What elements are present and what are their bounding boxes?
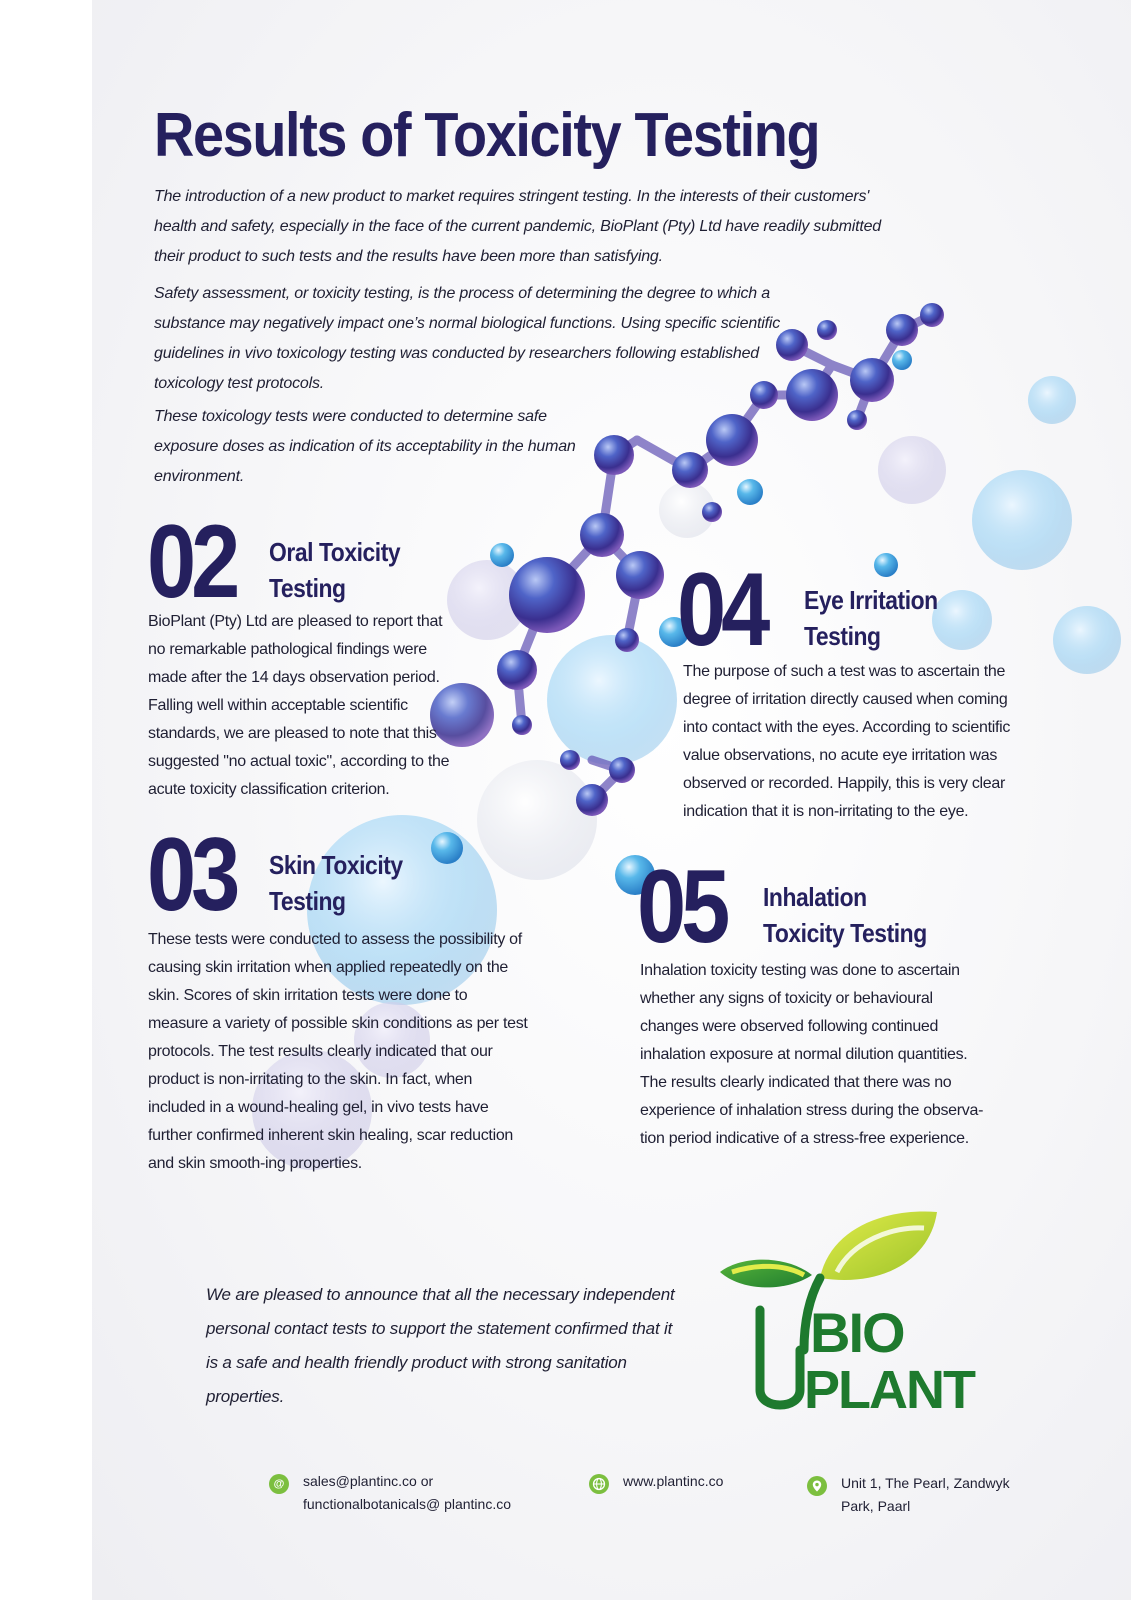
logo-text-plant: PLANT (804, 1360, 974, 1420)
molecule-atom (490, 543, 514, 567)
section-heading-line: Testing (269, 573, 346, 603)
section-heading-line: Testing (269, 886, 346, 916)
molecule-haze (878, 436, 946, 504)
molecule-atom (702, 502, 722, 522)
globe-icon (589, 1474, 609, 1494)
section-number: 03 (147, 817, 236, 933)
molecule-atom (672, 452, 708, 488)
contact-website (589, 1470, 723, 1494)
section-heading-line: Toxicity Testing (763, 918, 927, 948)
molecule-atom (616, 551, 664, 599)
molecule-atom (580, 513, 624, 557)
contact-address (807, 1472, 1010, 1518)
molecule-atom (594, 435, 634, 475)
email-address[interactable]: sales@plantinc.co or (303, 1473, 434, 1489)
molecule-atom (615, 628, 639, 652)
molecule-haze (1053, 606, 1121, 674)
section-body: The purpose of such a test was to ascertain the degree of irritation directly caused when coming into contact with the eyes. According to scientific value observations, no acute eye irritation was observed or recorded. Happily, this is very clear indication that it is non-irritating to the eye. (683, 663, 1011, 820)
location-pin-icon (807, 1476, 827, 1496)
section-number: 05 (637, 849, 726, 965)
intro-paragraph: The introduction of a new product to market requires stringent testing. In the interests of their customers' health and safety, especially in the face of the current pandemic, BioPlant (Pty) Ltd have readily submitted their product to such tests and the results have been more than satisfying. (154, 188, 881, 265)
contact-email (269, 1470, 511, 1516)
molecule-haze (1028, 376, 1076, 424)
molecule-atom (609, 757, 635, 783)
molecule-atom (817, 320, 837, 340)
email-address[interactable]: functionalbotanicals@ plantinc.co (303, 1496, 512, 1512)
section-heading-line: Oral Toxicity (269, 537, 401, 567)
molecule-haze (972, 470, 1072, 570)
molecule-haze (547, 635, 677, 765)
molecule-atom (509, 557, 585, 633)
section-heading-line: Skin Toxicity (269, 850, 403, 880)
molecule-atom (706, 414, 758, 466)
molecule-atom (737, 479, 763, 505)
molecule-atom (512, 715, 532, 735)
logo-stem-icon (760, 1310, 800, 1405)
section-heading-line: Inhalation (763, 882, 867, 912)
page-title: Results of Toxicity Testing (154, 101, 820, 170)
section-heading-line: Testing (804, 621, 881, 651)
address-line: Unit 1, The Pearl, Zandwyk (841, 1475, 1010, 1491)
molecule-atom (560, 750, 580, 770)
section-heading (269, 534, 400, 606)
closing-statement: We are pleased to announce that all the necessary independent personal contact tests to support the statement confirmed that it is a safe and health friendly product with strong sanitation properties. (206, 1285, 675, 1406)
email-icon: @ (269, 1474, 289, 1494)
section-body: These tests were conducted to assess the possibility of causing skin irritation when applied repeatedly on the skin. Scores of skin irritation tests were done to measure a variety of possible skin conditions as per test protocols. The test results clearly indicated that our product is non-irritating to the skin. In fact, when included in a wound-healing gel, in vivo tests have further confirmed inherent skin healing, scar reduction and skin smooth-ing properties. (148, 931, 528, 1172)
molecule-atom (431, 832, 463, 864)
molecule-atom (847, 410, 867, 430)
section-body: Inhalation toxicity testing was done to ascertain whether any signs of toxicity or behavioural changes were observed following continued inhalation exposure at normal dilution quantities. The results clearly indicated that there was no experience of inhalation stress during the observa-tion period indicative of a stress-free experience. (640, 962, 984, 1147)
molecule-atom (886, 314, 918, 346)
logo-text-bio: BIO (810, 1301, 904, 1364)
website-link[interactable]: www.plantinc.co (623, 1473, 724, 1489)
molecule-atom (497, 650, 537, 690)
section-heading-line: Eye Irritation (804, 585, 938, 615)
molecule-atom (576, 784, 608, 816)
molecule-haze (477, 760, 597, 880)
document-page (92, 0, 1131, 1600)
intro-paragraph: Safety assessment, or toxicity testing, is the process of determining the degree to which a substance may negatively impact one’s normal biological functions. Using specific scientific guidelines in vivo toxicology testing was conducted by researchers following established toxicology test protocols. (154, 285, 781, 392)
section-number: 04 (677, 552, 766, 668)
molecule-atom (874, 553, 898, 577)
section-number: 02 (147, 504, 236, 620)
address-line: Park, Paarl (841, 1498, 911, 1514)
molecule-atom (920, 303, 944, 327)
molecule-atom (850, 358, 894, 402)
molecule-haze (932, 590, 992, 650)
bioplant-logo (712, 1200, 982, 1430)
intro-paragraph: These toxicology tests were conducted to determine safe exposure doses as indication of its acceptability in the human environment. (154, 408, 576, 485)
section-body: BioPlant (Pty) Ltd are pleased to report that no remarkable pathological findings were made after the 14 days observation period. Falling well within acceptable scientific standards, we are pleased to note that this suggested "no actual toxic", according to the acute toxicity classification criterion. (148, 613, 450, 798)
molecule-atom (892, 350, 912, 370)
section-heading (269, 847, 403, 919)
section-heading (804, 582, 938, 654)
section-heading (763, 879, 927, 951)
